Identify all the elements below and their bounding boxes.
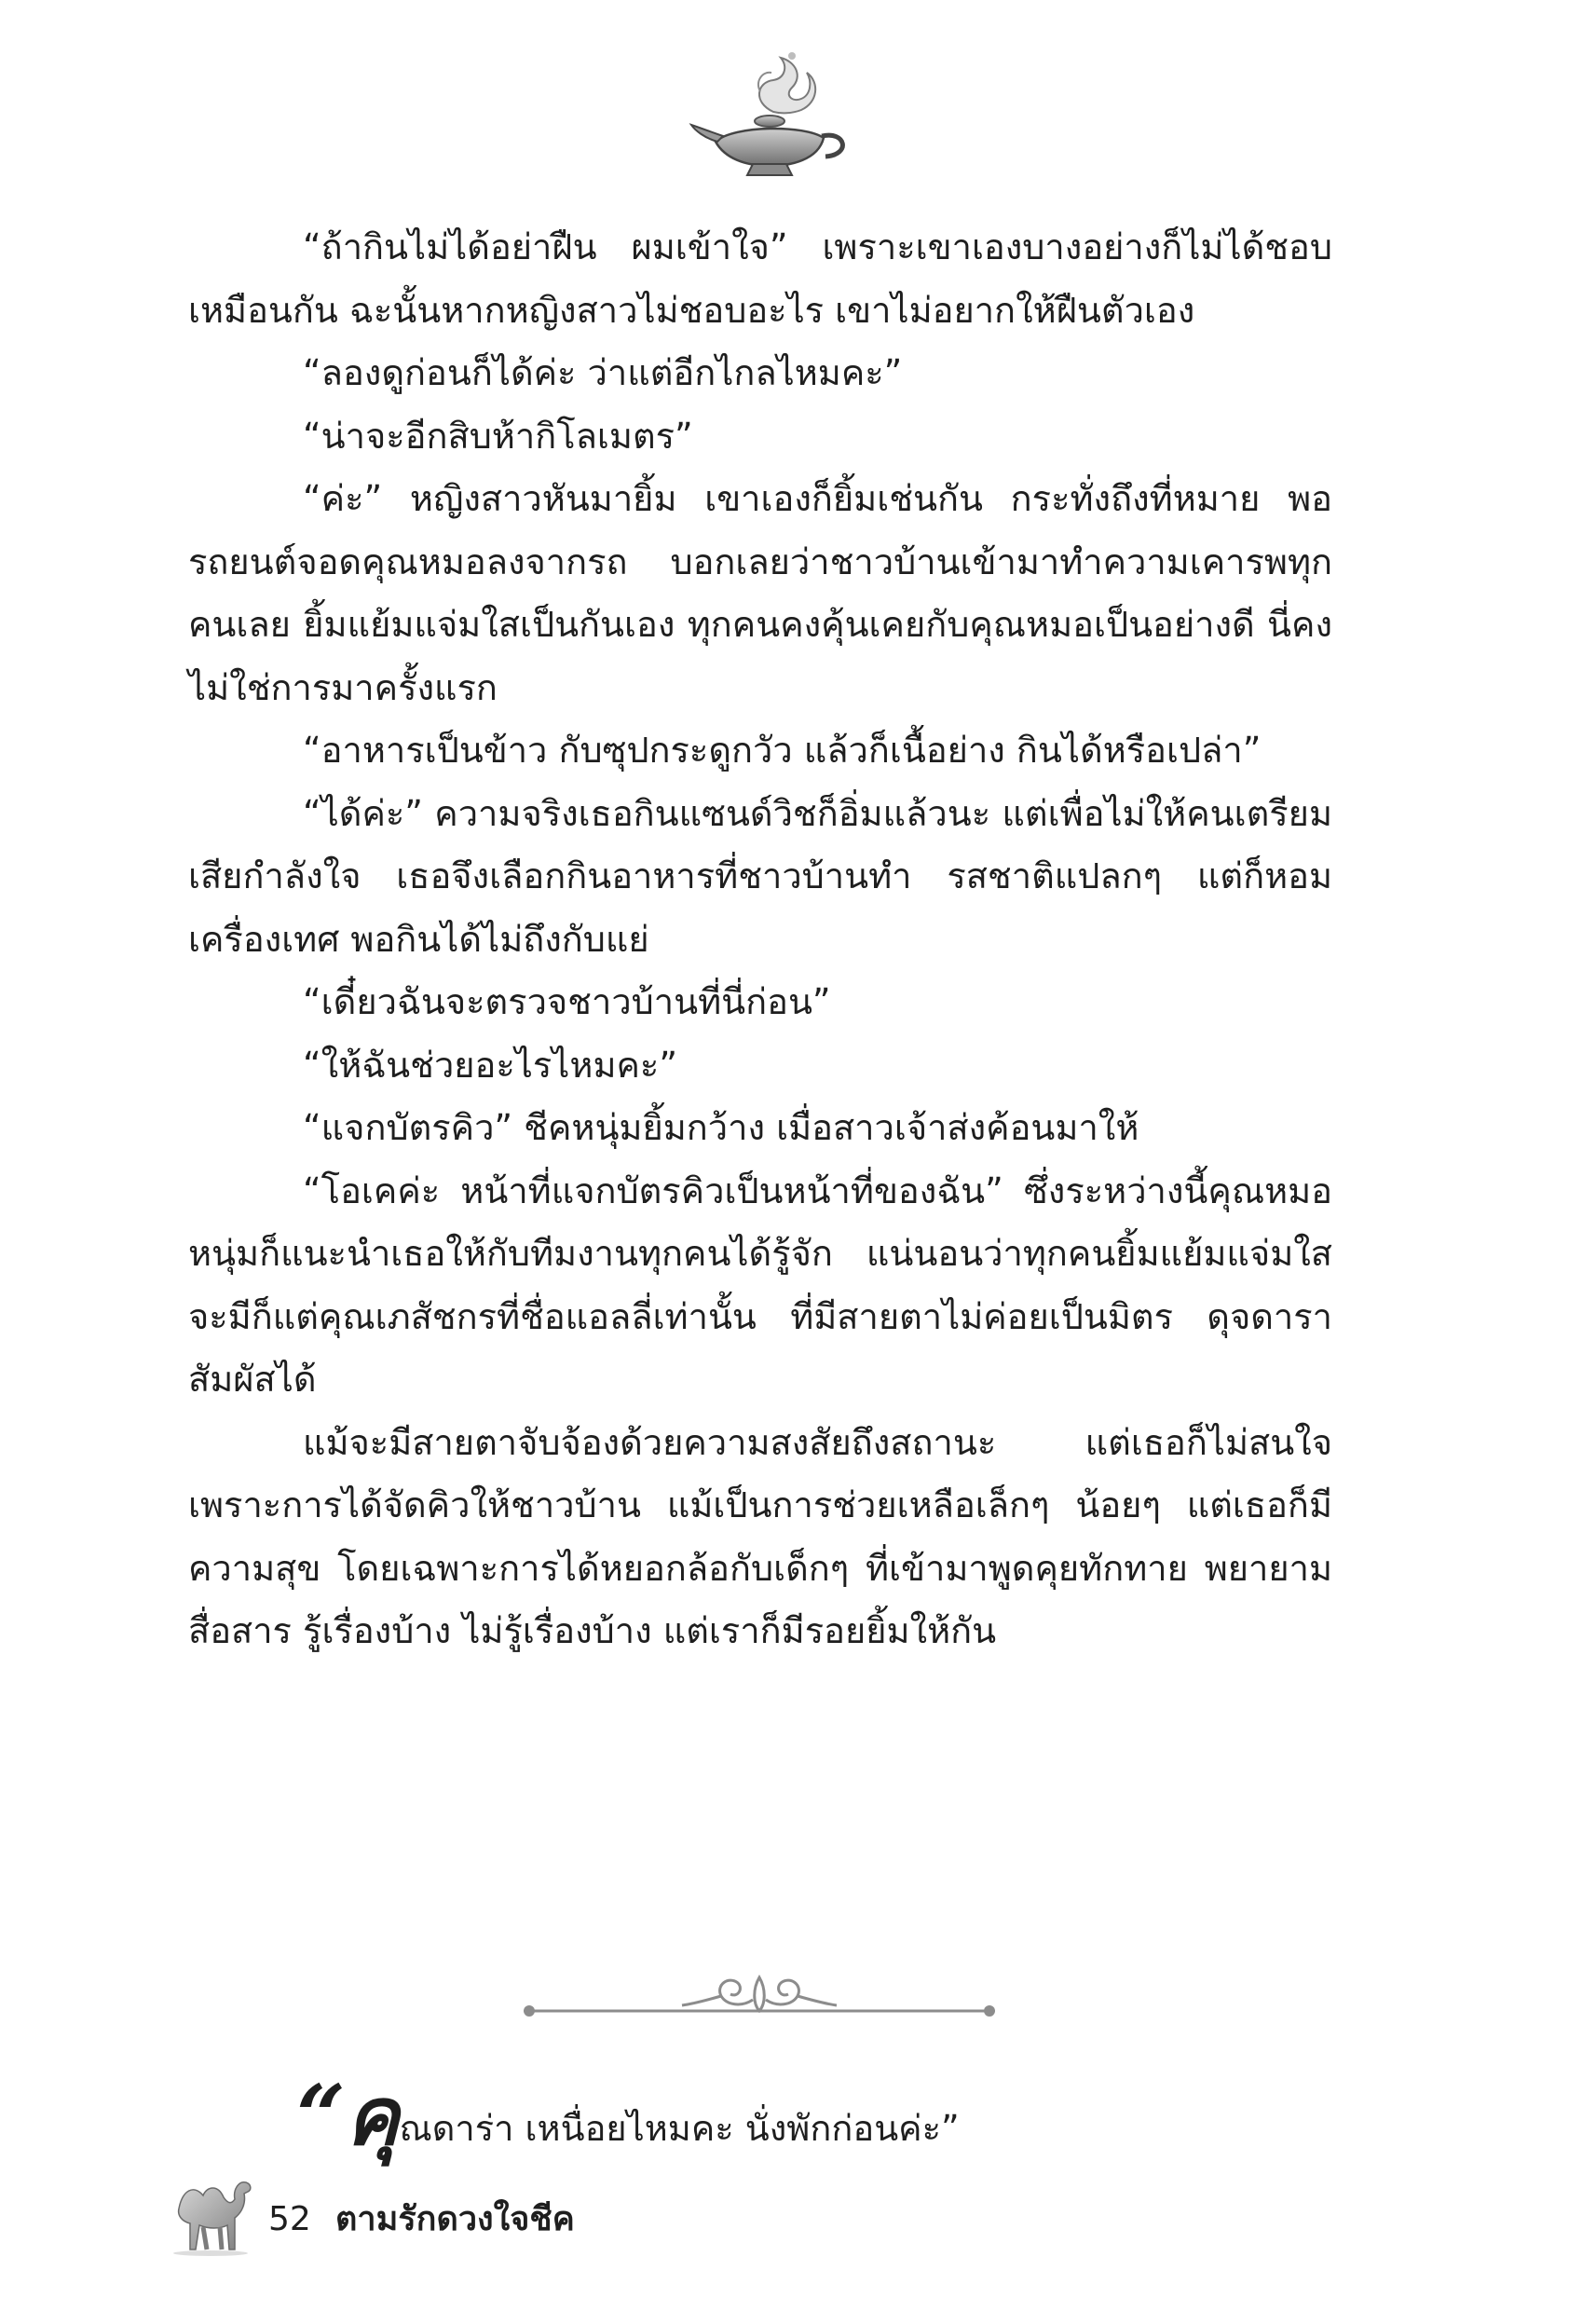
paragraph: “ให้ฉันช่วยอะไรไหมคะ” — [303, 1044, 678, 1086]
opening-line-text: ณดาร่า เหนื่อยไหมคะ นั่งพักก่อนค่ะ” — [399, 2108, 960, 2149]
paragraph: “ได้ค่ะ” ความจริงเธอกินแซนด์วิชก็อิ่มแล้วนะ แต่เพื่อไม่ให้คนเตรียมเสียกำลังใจ เธอจึงเลือกกินอาหารที่ชาวบ้านทำ รสชาติแปลกๆ แต่ก็หอมเครื่องเทศ พอกินได้ไม่ถึงกับแย่ — [188, 792, 1332, 960]
camel-icon — [166, 2171, 255, 2257]
paragraph: “อาหารเป็นข้าว กับซุปกระดูกวัว แล้วก็เนื้อย่าง กินได้หรือเปล่า” — [303, 730, 1262, 771]
scroll-divider-icon — [522, 1957, 997, 2031]
paragraph: “แจกบัตรคิว” ชีคหนุ่มยิ้มกว้าง เมื่อสาวเจ้าส่งค้อนมาให้ — [303, 1107, 1139, 1148]
genie-lamp-icon — [688, 45, 855, 185]
section-opening-line — [296, 2065, 960, 2167]
paragraph: “น่าจะอีกสิบห้ากิโลเมตร” — [303, 415, 693, 457]
paragraph: “ลองดูก่อนก็ได้ค่ะ ว่าแต่อีกไกลไหมคะ” — [303, 352, 903, 393]
paragraph: “ถ้ากินไม่ได้อย่าฝืน ผมเข้าใจ” เพราะเขาเองบางอย่างก็ไม่ได้ชอบเหมือนกัน ฉะนั้นหากหญิงสาวไม่ชอบอะไร เขาไม่อยากให้ฝืนตัวเอง — [188, 226, 1332, 331]
paragraph: “เดี๋ยวฉันจะตรวจชาวบ้านที่นี่ก่อน” — [303, 981, 831, 1022]
page-footer — [166, 2171, 818, 2264]
running-book-title: ตามรักดวงใจชีค — [335, 2200, 575, 2238]
body-text — [188, 216, 1332, 1663]
paragraph: “โอเคค่ะ หน้าที่แจกบัตรคิวเป็นหน้าที่ของฉัน” ซึ่งระหว่างนี้คุณหมอหนุ่มก็แนะนำเธอให้กับทีมงานทุกคนได้รู้จัก แน่นอนว่าทุกคนยิ้มแย้มแจ่มใส จะมีก็แต่คุณเภสัชกรที่ชื่อแอลลี่เท่านั้น ที่มีสายตาไม่ค่อยเป็นมิตร ดุจดาราสัมผัสได้ — [188, 1169, 1332, 1400]
paragraph: “ค่ะ” หญิงสาวหันมายิ้ม เขาเองก็ยิ้มเช่นกัน กระทั่งถึงที่หมาย พอรถยนต์จอดคุณหมอลงจากรถ บอกเลยว่าชาวบ้านเข้ามาทำความเคารพทุกคนเลย ยิ้มแย้มแจ่มใสเป็นกันเอง ทุกคนคงคุ้นเคยกับคุณหมอเป็นอย่างดี นี่คงไม่ใช่การมาครั้งแรก — [188, 478, 1332, 708]
opening-quote-mark: “ — [296, 2066, 346, 2167]
page-number: 52 — [268, 2200, 311, 2238]
drop-cap: คุ — [345, 2071, 400, 2164]
paragraph: แม้จะมีสายตาจับจ้องด้วยความสงสัยถึงสถานะ แต่เธอก็ไม่สนใจ เพราะการได้จัดคิวให้ชาวบ้าน แม้เป็นการช่วยเหลือเล็กๆ น้อยๆ แต่เธอก็มีความสุข โดยเฉพาะการได้หยอกล้อกับเด็กๆ ที่เข้ามาพูดคุยทักทาย พยายามสื่อสาร รู้เรื่องบ้าง ไม่รู้เรื่องบ้าง แต่เราก็มีรอยยิ้มให้กัน — [188, 1421, 1332, 1651]
